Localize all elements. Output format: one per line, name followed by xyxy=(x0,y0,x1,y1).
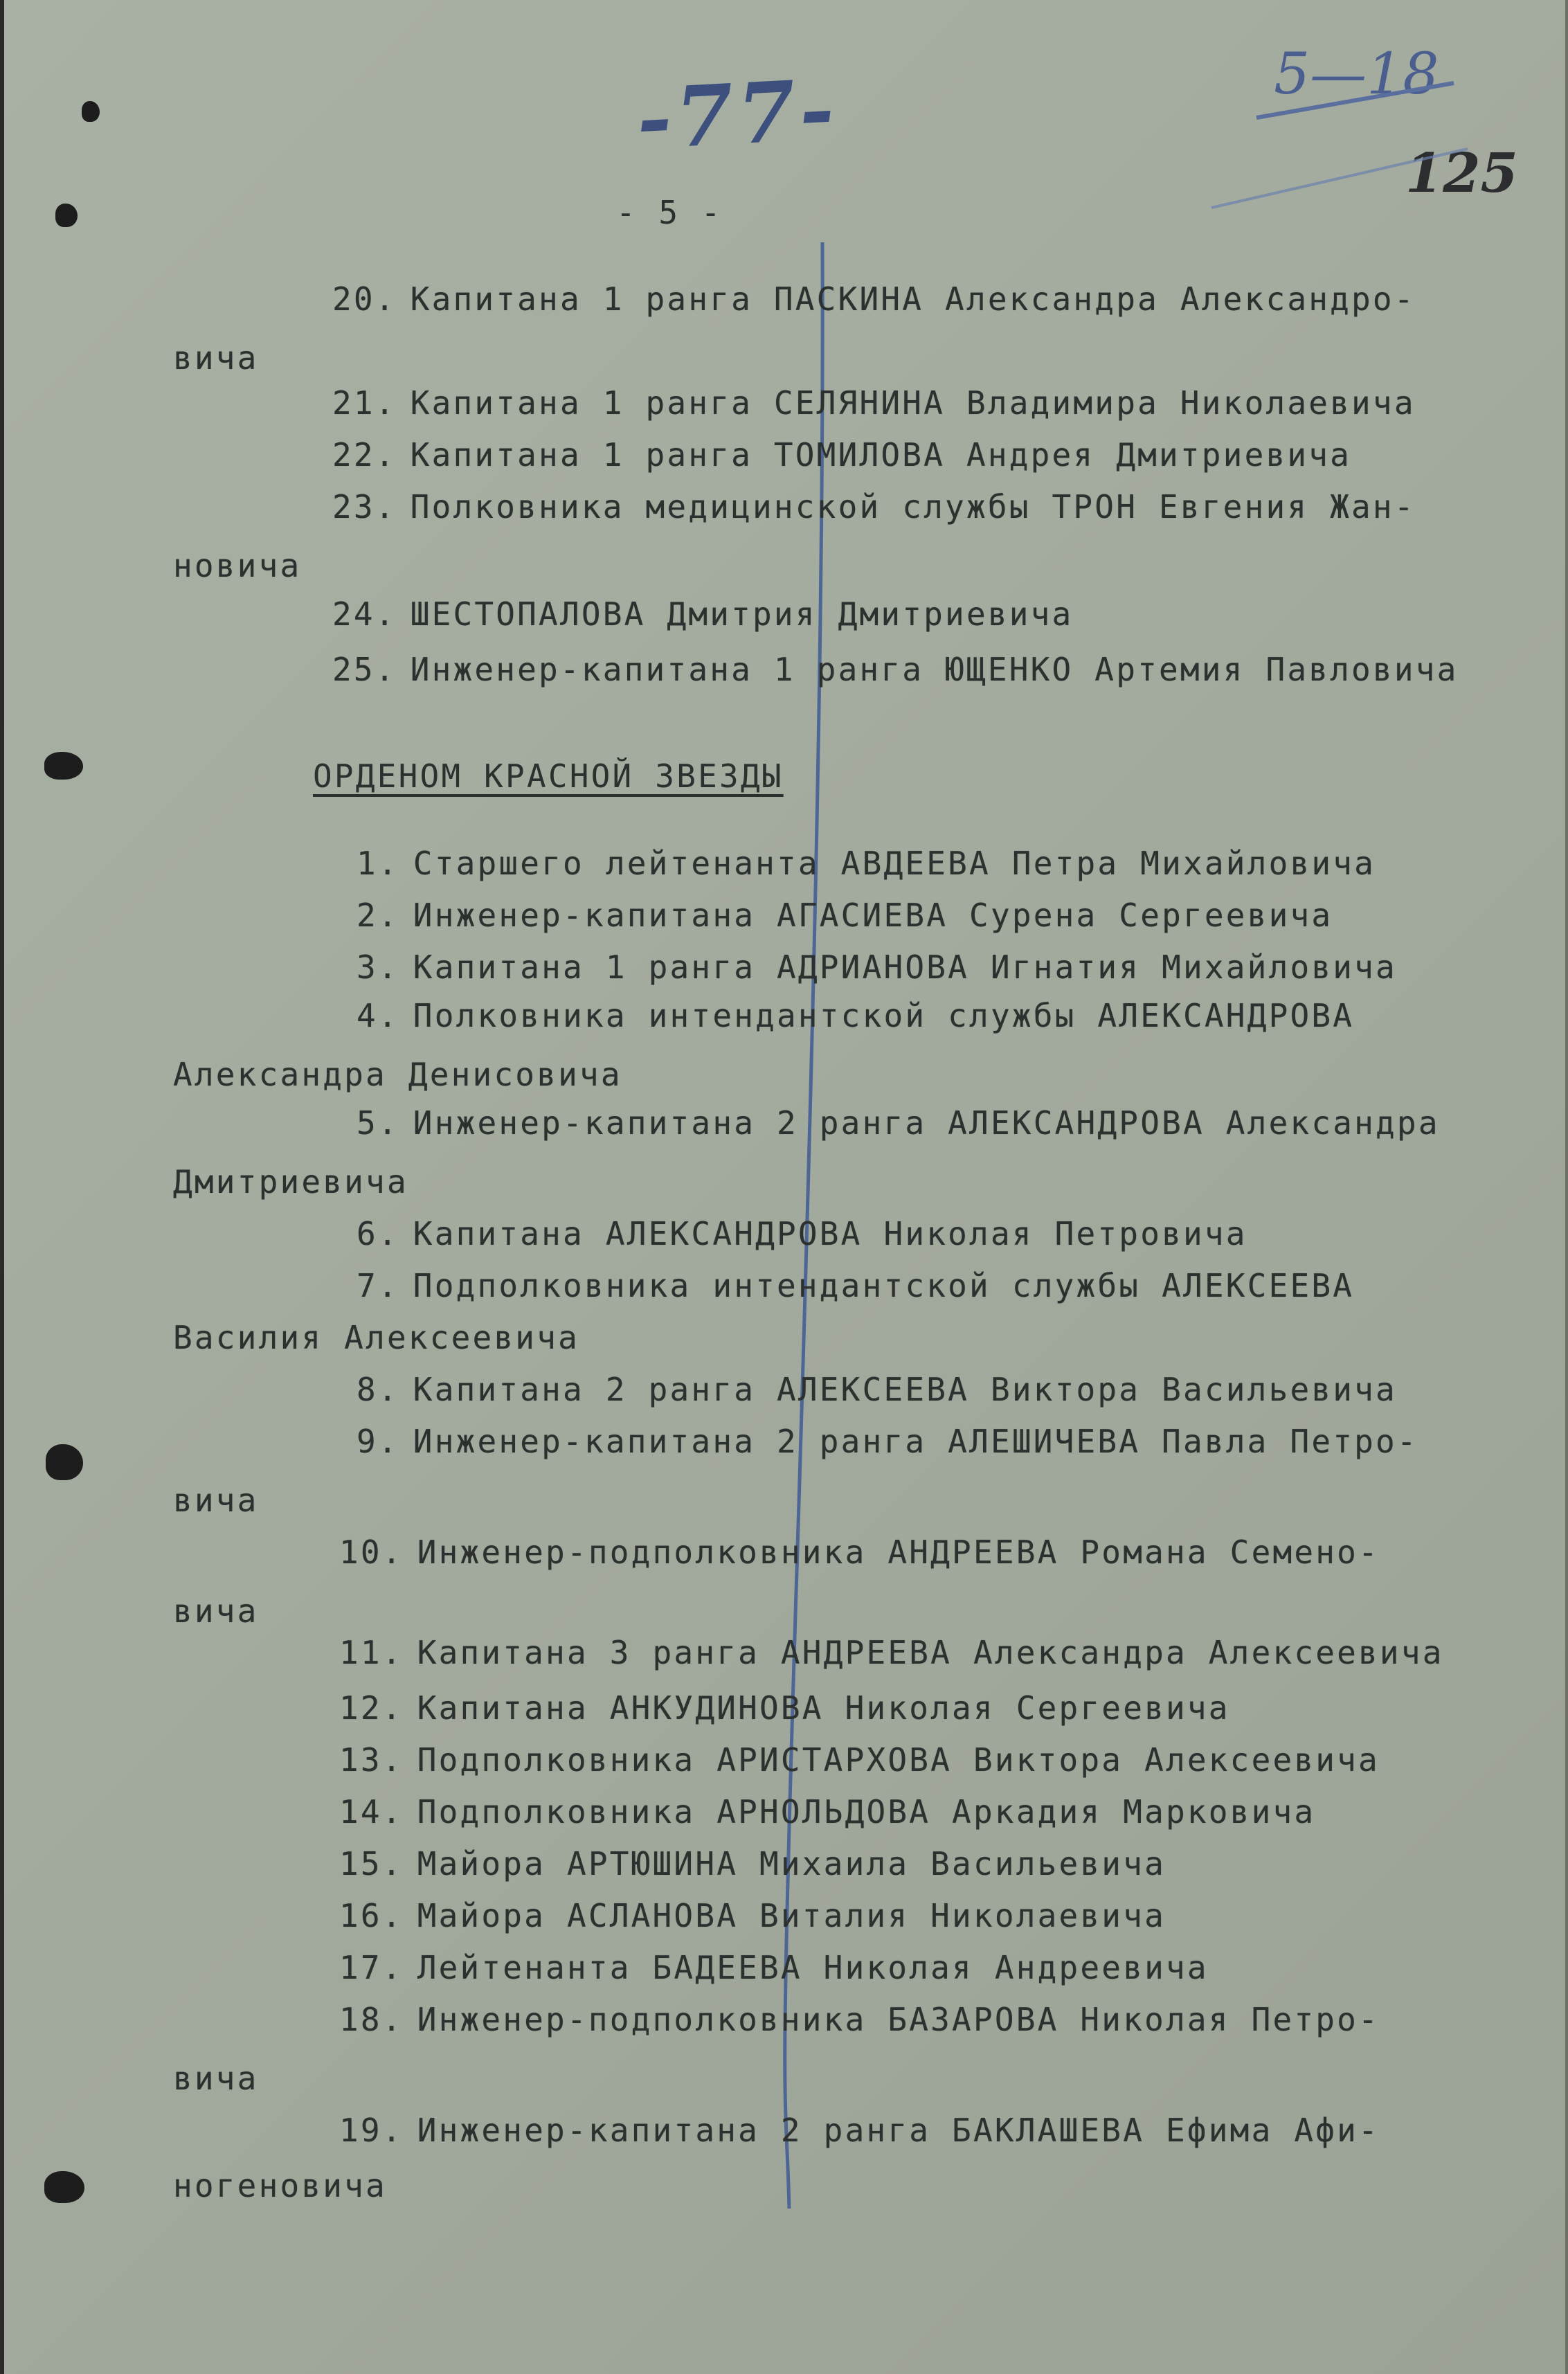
list-item xyxy=(339,1741,1380,1779)
list-item xyxy=(357,897,1333,934)
item-number: 1. xyxy=(357,845,399,882)
item-number: 15. xyxy=(339,1845,404,1882)
item-text: новича xyxy=(173,547,302,584)
item-text: Инженер-подполковника БАЗАРОВА Николая Петро- xyxy=(417,2001,1380,2038)
item-text: Подполковника АРНОЛЬДОВА Аркадия Марковича xyxy=(417,1793,1316,1831)
item-number: 17. xyxy=(339,1949,404,1986)
list-item xyxy=(357,1215,1247,1252)
list-item xyxy=(332,651,1459,688)
list-item xyxy=(339,1949,1209,1986)
struck-folio-number: 5—18 xyxy=(1274,42,1439,107)
list-item xyxy=(339,1689,1230,1727)
item-number: 3. xyxy=(357,948,399,986)
list-item xyxy=(332,384,1416,422)
list-item xyxy=(357,948,1397,986)
item-number: 11. xyxy=(339,1634,404,1671)
item-text: Капитана 1 ранга СЕЛЯНИНА Владимира Николаевича xyxy=(410,384,1416,422)
item-number: 23. xyxy=(332,488,397,525)
item-number: 21. xyxy=(332,384,397,422)
item-number: 2. xyxy=(357,897,399,934)
item-text: вича xyxy=(173,339,259,377)
item-number: 22. xyxy=(332,436,397,474)
list-item xyxy=(332,436,1351,474)
item-number: 16. xyxy=(339,1897,404,1934)
item-text: Подполковника интендантской службы АЛЕКСЕЕВА xyxy=(413,1267,1355,1304)
item-text: ногеновича xyxy=(173,2167,387,2204)
item-text: Александра Денисовича xyxy=(173,1056,622,1093)
item-text: Инженер-капитана АГАСИЕВА Сурена Сергеевича xyxy=(413,897,1333,934)
item-number: 5. xyxy=(357,1104,399,1142)
item-number: 10. xyxy=(339,1534,404,1571)
item-text: Подполковника АРИСТАРХОВА Виктора Алексеевича xyxy=(417,1741,1380,1779)
item-text: Инженер-капитана 2 ранга АЛЕШИЧЕВА Павла Петро- xyxy=(413,1423,1418,1460)
item-text: Майора АРТЮШИНА Михаила Васильевича xyxy=(417,1845,1166,1882)
item-number: 13. xyxy=(339,1741,404,1779)
list-item xyxy=(357,1104,1440,1142)
list-item xyxy=(339,2001,1380,2038)
list-item xyxy=(332,280,1416,318)
item-number: 7. xyxy=(357,1267,399,1304)
list-item xyxy=(339,1897,1166,1934)
item-text: Старшего лейтенанта АВДЕЕВА Петра Михайловича xyxy=(413,845,1376,882)
item-text: Полковника интендантской службы АЛЕКСАНДРОВА xyxy=(413,997,1355,1034)
list-item xyxy=(332,595,1073,633)
item-text: ШЕСТОПАЛОВА Дмитрия Дмитриевича xyxy=(410,595,1074,633)
item-text: Капитана 1 ранга АДРИАНОВА Игнатия Михайловича xyxy=(413,948,1397,986)
item-number: 18. xyxy=(339,2001,404,2038)
item-text: Капитана 3 ранга АНДРЕЕВА Александра Алексеевича xyxy=(417,1634,1444,1671)
item-text: вича xyxy=(173,1482,259,1519)
list-item xyxy=(357,845,1376,882)
item-number: 14. xyxy=(339,1793,404,1831)
item-number: 12. xyxy=(339,1689,404,1727)
item-text: Капитана АНКУДИНОВА Николая Сергеевича xyxy=(417,1689,1230,1727)
list-item xyxy=(357,1267,1354,1304)
item-number: 4. xyxy=(357,997,399,1034)
item-text: вича xyxy=(173,2060,259,2097)
strike-line xyxy=(1256,83,1454,118)
item-number: 20. xyxy=(332,280,397,318)
item-text: Инженер-капитана 2 ранга БАКЛАШЕВА Ефима Афи- xyxy=(417,2112,1380,2149)
item-text: Капитана АЛЕКСАНДРОВА Николая Петровича xyxy=(413,1215,1247,1252)
handwritten-number: -77- xyxy=(634,60,841,169)
item-text: Майора АСЛАНОВА Виталия Николаевича xyxy=(417,1897,1166,1934)
section-heading: ОРДЕНОМ КРАСНОЙ ЗВЕЗДЫ xyxy=(313,757,784,795)
list-item xyxy=(339,1634,1444,1671)
list-item xyxy=(357,997,1354,1034)
item-text: Капитана 2 ранга АЛЕКСЕЕВА Виктора Васильевича xyxy=(413,1371,1397,1408)
list-item xyxy=(339,1534,1380,1571)
item-text: Василия Алексеевича xyxy=(173,1319,579,1356)
page-number: - 5 - xyxy=(616,194,723,231)
list-item xyxy=(332,488,1416,525)
list-item xyxy=(357,1423,1418,1460)
item-text: Инженер-капитана 1 ранга ЮЩЕНКО Артемия Павловича xyxy=(410,651,1459,688)
folio-number: 125 xyxy=(1405,142,1518,205)
strike-line xyxy=(1211,149,1468,208)
item-text: вича xyxy=(173,1592,259,1630)
list-item xyxy=(357,1371,1397,1408)
item-text: Инженер-подполковника АНДРЕЕВА Романа Семено- xyxy=(417,1534,1380,1571)
item-number: 24. xyxy=(332,595,397,633)
item-number: 25. xyxy=(332,651,397,688)
item-text: Инженер-капитана 2 ранга АЛЕКСАНДРОВА Александра xyxy=(413,1104,1440,1142)
item-number: 6. xyxy=(357,1215,399,1252)
list-item xyxy=(339,2112,1380,2149)
item-text: Полковника медицинской службы ТРОН Евгения Жан- xyxy=(410,488,1416,525)
item-number: 19. xyxy=(339,2112,404,2149)
item-text: Капитана 1 ранга ПАСКИНА Александра Александро- xyxy=(410,280,1416,318)
list-item xyxy=(339,1793,1315,1831)
item-number: 8. xyxy=(357,1371,399,1408)
item-text: Дмитриевича xyxy=(173,1163,408,1201)
item-text: Капитана 1 ранга ТОМИЛОВА Андрея Дмитриевича xyxy=(410,436,1352,474)
item-number: 9. xyxy=(357,1423,399,1460)
item-text: Лейтенанта БАДЕЕВА Николая Андреевича xyxy=(417,1949,1209,1986)
list-item xyxy=(339,1845,1166,1882)
